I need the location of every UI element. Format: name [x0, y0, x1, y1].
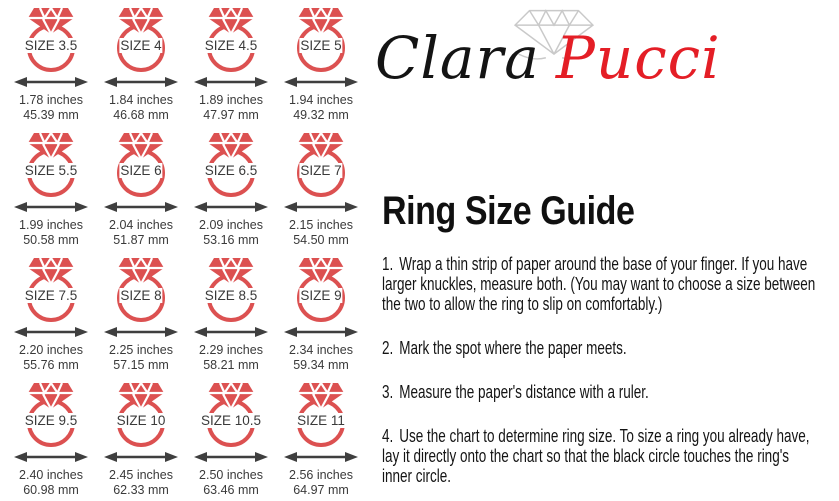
- diameter-arrow-icon: [283, 200, 359, 214]
- step-text: Wrap a thin strip of paper around the base of your finger. If you have larger knuckles, measure both. (You may want to choose a size between the two to allow the ring to slip on comfortably.): [382, 254, 816, 314]
- diameter-arrow-icon: [193, 450, 269, 464]
- brand-name: [375, 24, 721, 92]
- ring-size-chart: [6, 7, 366, 501]
- diameter-mm: 50.58 mm: [23, 233, 79, 247]
- ring-size-cell: [186, 257, 276, 382]
- diameter-inches: 2.45 inches: [109, 468, 173, 482]
- diameter-mm: 62.33 mm: [113, 483, 169, 497]
- brand-name-pucci: Pucci: [555, 24, 721, 92]
- ring-measurements: [289, 468, 353, 498]
- ring-figure: [193, 7, 269, 73]
- ring-figure: [13, 382, 89, 448]
- instruction-step: [382, 426, 822, 486]
- diameter-inches: 1.89 inches: [199, 93, 263, 107]
- brand-name-clara: Clara: [375, 24, 540, 92]
- ring-measurements: [109, 218, 173, 248]
- ring-measurements: [289, 218, 353, 248]
- step-number: 3.: [382, 382, 394, 402]
- diameter-inches: 2.40 inches: [19, 468, 83, 482]
- ring-size-label: SIZE 7: [300, 163, 342, 178]
- diameter-inches: 2.50 inches: [199, 468, 263, 482]
- diameter-arrow-icon: [283, 450, 359, 464]
- brand-logo: [375, 5, 815, 115]
- ring-size-label: SIZE 9: [300, 288, 342, 303]
- page-title: Ring Size Guide: [382, 189, 635, 233]
- ring-size-cell: [96, 257, 186, 382]
- ring-size-cell: [276, 7, 366, 132]
- ring-size-cell: [276, 382, 366, 501]
- diameter-mm: 55.76 mm: [23, 358, 79, 372]
- diameter-inches: 1.94 inches: [289, 93, 353, 107]
- ring-size-cell: [96, 132, 186, 257]
- ring-size-cell: [6, 382, 96, 501]
- step-number: 4.: [382, 426, 394, 446]
- ring-size-label: SIZE 6.5: [204, 163, 258, 178]
- diameter-arrow-icon: [103, 75, 179, 89]
- diameter-arrow-icon: [13, 200, 89, 214]
- ring-size-label: SIZE 10.5: [200, 413, 262, 428]
- ring-figure: [193, 382, 269, 448]
- diameter-mm: 64.97 mm: [293, 483, 349, 497]
- diameter-mm: 53.16 mm: [203, 233, 259, 247]
- diameter-mm: 60.98 mm: [23, 483, 79, 497]
- ring-measurements: [19, 343, 83, 373]
- step-text: Mark the spot where the paper meets.: [399, 338, 627, 358]
- diameter-inches: 1.99 inches: [19, 218, 83, 232]
- step-text: Measure the paper's distance with a ruler.: [399, 382, 649, 402]
- diameter-mm: 49.32 mm: [293, 108, 349, 122]
- diameter-arrow-icon: [193, 325, 269, 339]
- ring-measurements: [109, 93, 173, 123]
- ring-size-label: SIZE 4: [120, 38, 162, 53]
- ring-measurements: [109, 468, 173, 498]
- diameter-inches: 2.56 inches: [289, 468, 353, 482]
- diameter-mm: 47.97 mm: [203, 108, 259, 122]
- ring-size-label: SIZE 6: [120, 163, 162, 178]
- ring-measurements: [19, 218, 83, 248]
- ring-size-label: SIZE 5.5: [24, 163, 78, 178]
- ring-size-cell: [6, 132, 96, 257]
- ring-measurements: [199, 218, 263, 248]
- ring-size-label: SIZE 4.5: [204, 38, 258, 53]
- ring-measurements: [199, 93, 263, 123]
- instruction-step: [382, 382, 822, 402]
- diameter-inches: 2.04 inches: [109, 218, 173, 232]
- diameter-inches: 2.29 inches: [199, 343, 263, 357]
- ring-size-label: SIZE 8: [120, 288, 162, 303]
- diameter-mm: 45.39 mm: [23, 108, 79, 122]
- diameter-mm: 63.46 mm: [203, 483, 259, 497]
- diameter-mm: 58.21 mm: [203, 358, 259, 372]
- ring-measurements: [199, 343, 263, 373]
- step-text: Use the chart to determine ring size. To size a ring you already have, lay it directly onto the chart so that the black circle touches the ring's inner circle.: [382, 426, 810, 486]
- ring-figure: [193, 132, 269, 198]
- ring-figure: [103, 382, 179, 448]
- ring-figure: [103, 7, 179, 73]
- ring-figure: [283, 132, 359, 198]
- diameter-arrow-icon: [193, 75, 269, 89]
- ring-figure: [13, 7, 89, 73]
- ring-measurements: [289, 343, 353, 373]
- ring-size-label: SIZE 11: [297, 413, 345, 428]
- diameter-arrow-icon: [103, 450, 179, 464]
- ring-size-label: SIZE 8.5: [204, 288, 258, 303]
- ring-size-label: SIZE 5: [300, 38, 342, 53]
- ring-size-cell: [186, 132, 276, 257]
- diameter-arrow-icon: [13, 325, 89, 339]
- ring-figure: [13, 132, 89, 198]
- diameter-mm: 57.15 mm: [113, 358, 169, 372]
- ring-figure: [283, 257, 359, 323]
- diameter-arrow-icon: [103, 325, 179, 339]
- diameter-inches: 2.15 inches: [289, 218, 353, 232]
- ring-figure: [103, 132, 179, 198]
- ring-measurements: [19, 93, 83, 123]
- ring-size-label: SIZE 3.5: [24, 38, 78, 53]
- ring-figure: [13, 257, 89, 323]
- ring-figure: [283, 7, 359, 73]
- instruction-step: [382, 338, 822, 358]
- diameter-mm: 59.34 mm: [293, 358, 349, 372]
- ring-size-label: SIZE 7.5: [24, 288, 78, 303]
- ring-measurements: [19, 468, 83, 498]
- ring-figure: [193, 257, 269, 323]
- ring-size-cell: [276, 132, 366, 257]
- ring-figure: [283, 382, 359, 448]
- ring-size-cell: [6, 257, 96, 382]
- ring-size-cell: [96, 382, 186, 501]
- diameter-mm: 46.68 mm: [113, 108, 169, 122]
- diameter-inches: 1.78 inches: [19, 93, 83, 107]
- ring-measurements: [199, 468, 263, 498]
- ring-size-cell: [6, 7, 96, 132]
- step-number: 2.: [382, 338, 394, 358]
- diameter-inches: 2.09 inches: [199, 218, 263, 232]
- diameter-arrow-icon: [13, 75, 89, 89]
- ring-size-cell: [186, 7, 276, 132]
- instruction-step: [382, 254, 822, 314]
- ring-size-label: SIZE 9.5: [24, 413, 78, 428]
- diameter-mm: 54.50 mm: [293, 233, 349, 247]
- diameter-inches: 2.25 inches: [109, 343, 173, 357]
- ring-size-cell: [96, 7, 186, 132]
- diameter-arrow-icon: [283, 325, 359, 339]
- ring-size-cell: [276, 257, 366, 382]
- instructions-list: [382, 254, 822, 501]
- diameter-inches: 1.84 inches: [109, 93, 173, 107]
- diameter-arrow-icon: [103, 200, 179, 214]
- diameter-arrow-icon: [13, 450, 89, 464]
- diameter-inches: 2.20 inches: [19, 343, 83, 357]
- diameter-inches: 2.34 inches: [289, 343, 353, 357]
- diameter-arrow-icon: [193, 200, 269, 214]
- ring-size-cell: [186, 382, 276, 501]
- ring-measurements: [109, 343, 173, 373]
- ring-measurements: [289, 93, 353, 123]
- ring-size-label: SIZE 10: [116, 413, 166, 428]
- ring-figure: [103, 257, 179, 323]
- diameter-arrow-icon: [283, 75, 359, 89]
- diameter-mm: 51.87 mm: [113, 233, 169, 247]
- step-number: 1.: [382, 254, 394, 274]
